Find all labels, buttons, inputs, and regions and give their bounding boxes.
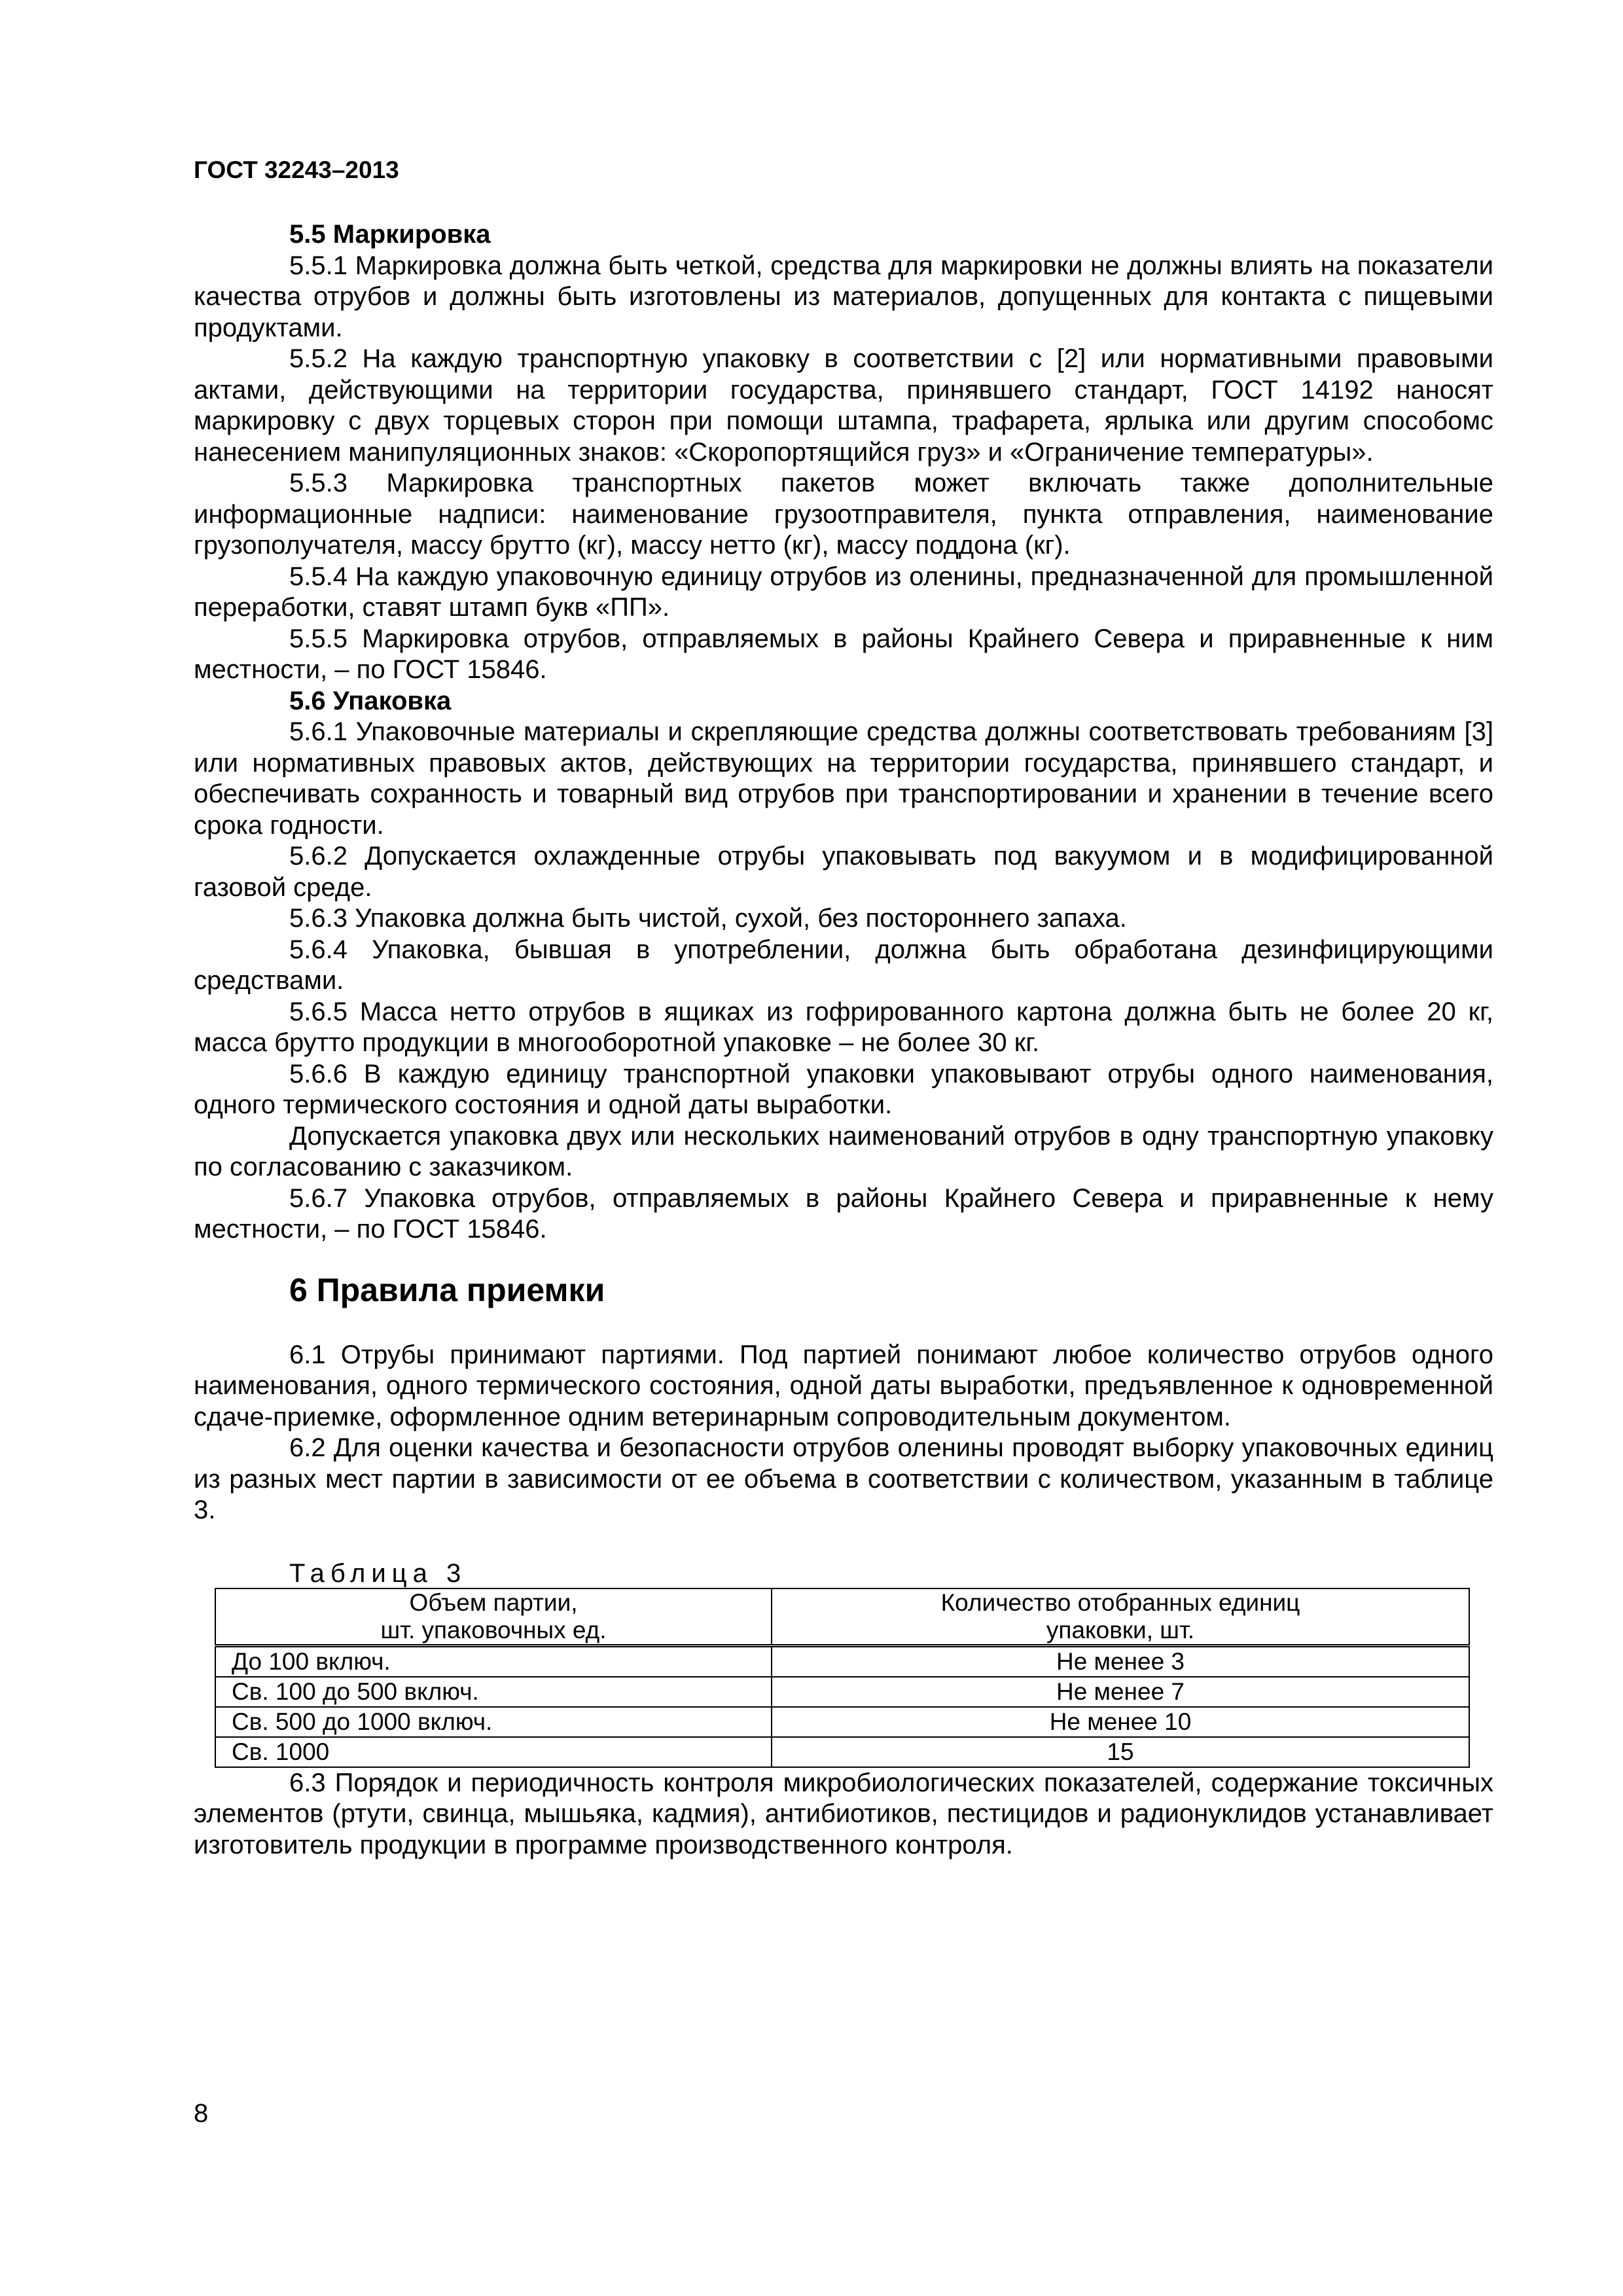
table-cell-qty: Не менее 10: [772, 1707, 1469, 1737]
table-3-caption: Таблица 3: [289, 1558, 467, 1588]
document-body: [194, 219, 1493, 1861]
table-cell-qty: 15: [772, 1737, 1469, 1767]
paragraph-6-3: 6.3 Порядок и периодичность контроля микробиологических показателей, содержание токсичных элементов (ртути, свинца, мышьяка, кадмия), антибиотиков, пестицидов и радионуклидов устанавливает изготовитель продукции в программе производственного контроля.: [194, 1768, 1493, 1859]
paragraph-5-6-1: 5.6.1 Упаковочные материалы и скрепляющие средства должны соответствовать требованиям [3] или нормативных правовых актов, действующих на территории государства, принявшего стандарт, и обеспечивать сохранность и товарный вид отрубов при транспортировании и хранении в течение всего срока годности.: [194, 717, 1493, 840]
table-header-lot-volume: [215, 1588, 772, 1646]
paragraph-5-6-6: 5.6.6 В каждую единицу транспортной упаковки упаковывают отрубы одного наименования, одного термического состояния и одной даты выработки.: [194, 1059, 1493, 1119]
table-row: [215, 1737, 1469, 1767]
table-cell-qty: Не менее 3: [772, 1645, 1469, 1677]
paragraph-5-6-2: 5.6.2 Допускается охлажденные отрубы упаковывать под вакуумом и в модифицированной газовой среде.: [194, 842, 1493, 902]
paragraph-5-6-7: 5.6.7 Упаковка отрубов, отправляемых в районы Крайнего Севера и приравненные к нему местности, – по ГОСТ 15846.: [194, 1183, 1493, 1244]
header-lot-line1: Объем партии,: [409, 1588, 578, 1616]
table-cell-lot: До 100 включ.: [215, 1645, 772, 1677]
paragraph-5-5-3: 5.5.3 Маркировка транспортных пакетов может включать также дополнительные информационные надписи: наименование грузоотправителя, пункта отправления, наименование грузополучателя, массу брутто (кг), массу нетто (кг), массу поддона (кг).: [194, 469, 1493, 560]
table-3: [215, 1588, 1470, 1768]
paragraph-5-6-5: 5.6.5 Масса нетто отрубов в ящиках из гофрированного картона должна быть не более 20 кг, масса брутто продукции в многооборотной упаковке – не более 30 кг.: [194, 997, 1493, 1057]
paragraph-5-6-3: 5.6.3 Упаковка должна быть чистой, сухой, без постороннего запаха.: [289, 904, 1127, 933]
section-5-5-title: 5.5 Маркировка: [289, 220, 491, 249]
table-row: [215, 1677, 1469, 1707]
document-header: ГОСТ 32243–2013: [194, 156, 399, 183]
section-5-6-title: 5.6 Упаковка: [289, 686, 452, 715]
paragraph-5-5-5: 5.5.5 Маркировка отрубов, отправляемых в районы Крайнего Севера и приравненные к ним местности, – по ГОСТ 15846.: [194, 624, 1493, 684]
page-number: 8: [194, 2099, 209, 2128]
paragraph-5-6-6-note: Допускается упаковка двух или нескольких наименований отрубов в одну транспортную упаковку по согласованию с заказчиком.: [194, 1121, 1493, 1181]
table-cell-qty: Не менее 7: [772, 1677, 1469, 1707]
paragraph-6-2: 6.2 Для оценки качества и безопасности отрубов оленины проводят выборку упаковочных единиц из разных мест партии в зависимости от ее объема в соответствии с количеством, указанным в таблице 3.: [194, 1433, 1493, 1524]
table-cell-lot: Св. 500 до 1000 включ.: [215, 1707, 772, 1737]
paragraph-6-1: 6.1 Отрубы принимают партиями. Под партией понимают любое количество отрубов одного наименования, одного термического состояния, одной даты выработки, предъявленное к одновременной сдаче-приемке, оформленное одним ветеринарным сопроводительным документом.: [194, 1340, 1493, 1431]
header-count-line2: упаковки, шт.: [1046, 1616, 1195, 1643]
header-count-line1: Количество отобранных единиц: [940, 1588, 1300, 1616]
paragraph-5-5-2: 5.5.2 На каждую транспортную упаковку в соответствии с [2] или нормативными правовыми актами, действующими на территории государства, принявшего стандарт, ГОСТ 14192 наносят маркировку с двух торцевых сторон при помощи штампа, трафарета, ярлыка или другим способомс нанесением манипуляционных знаков: «Скоропортящийся груз» и «Ограничение температуры».: [194, 344, 1493, 467]
table-cell-lot: Св. 1000: [215, 1737, 772, 1767]
table-header-row: [215, 1588, 1469, 1646]
table-row: [215, 1645, 1469, 1677]
header-lot-line2: шт. упаковочных ед.: [380, 1616, 607, 1643]
table-row: [215, 1707, 1469, 1737]
paragraph-5-6-4: 5.6.4 Упаковка, бывшая в употреблении, должна быть обработана дезинфицирующими средствами.: [194, 935, 1493, 995]
table-cell-lot: Св. 100 до 500 включ.: [215, 1677, 772, 1707]
section-6-heading: 6 Правила приемки: [289, 1271, 605, 1308]
paragraph-5-5-4: 5.5.4 На каждую упаковочную единицу отрубов из оленины, предназначенной для промышленной переработки, ставят штамп букв «ПП».: [194, 562, 1493, 622]
table-header-sample-count: [772, 1588, 1469, 1646]
paragraph-5-5-1: 5.5.1 Маркировка должна быть четкой, средства для маркировки не должны влиять на показатели качества отрубов и должны быть изготовлены из материалов, допущенных для контакта с пищевыми продуктами.: [194, 251, 1493, 342]
